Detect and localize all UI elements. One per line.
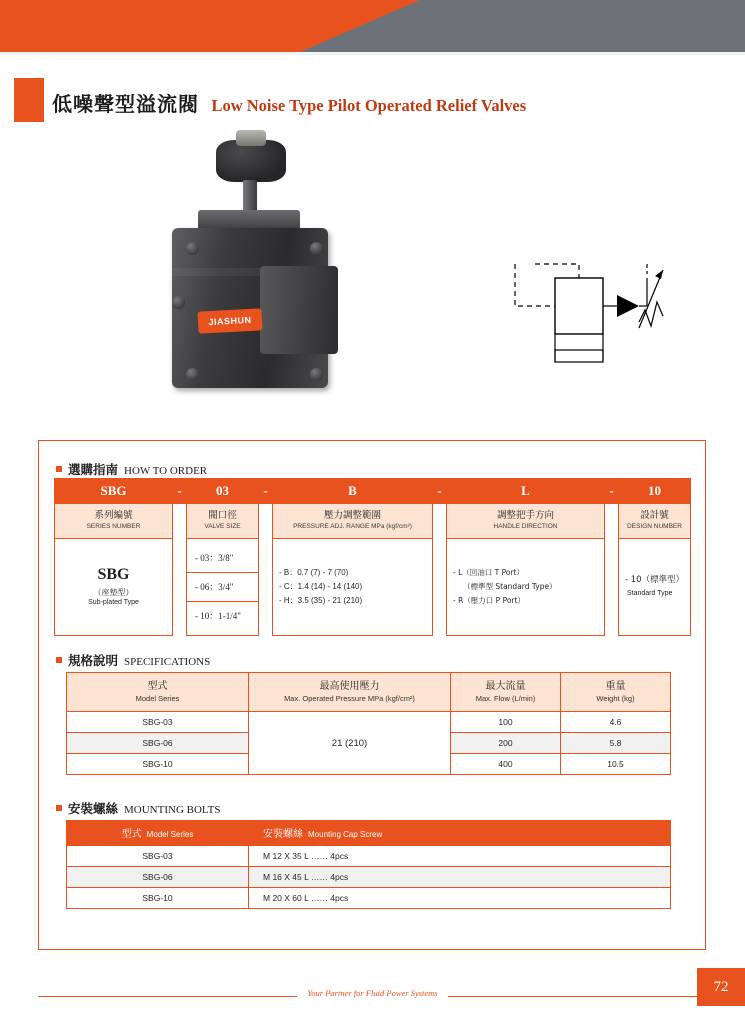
spec-flow: 400 xyxy=(451,754,561,775)
spec-max-pressure: 21 (210) xyxy=(249,712,451,775)
order-header-handle xyxy=(447,504,605,539)
handle-option: - R（壓力口 P Port） xyxy=(453,596,525,605)
order-code-dash: - xyxy=(433,479,447,504)
footer-tagline xyxy=(0,988,745,998)
spec-weight: 4.6 xyxy=(561,712,671,733)
pressure-option: - C：1.4 (14) - 14 (140) xyxy=(279,582,363,591)
order-header-size-en: VALVE SIZE xyxy=(204,523,241,530)
valve-port xyxy=(172,296,185,309)
specifications-heading-en: SPECIFICATIONS xyxy=(124,656,211,668)
spec-header-flow-cn: 最大流量 xyxy=(485,681,526,692)
valve-size-option: - 06：3/4" xyxy=(187,573,258,602)
order-header-row xyxy=(55,504,691,539)
order-header-design-en: DESIGN NUMBER xyxy=(627,523,682,530)
spec-header-model-cn: 型式 xyxy=(147,681,168,692)
handle-option: - L（回油口 T Port） xyxy=(453,568,524,577)
order-series-code: SBG xyxy=(97,566,130,583)
order-header-size xyxy=(187,504,259,539)
order-code-dash: - xyxy=(605,479,619,504)
order-series-en: Sub-plated Type xyxy=(88,599,139,606)
specifications-heading xyxy=(56,651,210,670)
page-title-en: Low Noise Type Pilot Operated Relief Valves xyxy=(211,96,527,115)
bolt-screw: M 20 X 60 L …… 4pcs xyxy=(249,888,671,909)
bullet-icon xyxy=(56,805,62,811)
mounting-bolts-table xyxy=(66,820,671,909)
order-body-row xyxy=(55,539,691,636)
order-code-dash: - xyxy=(173,479,187,504)
mounting-bolts-heading xyxy=(56,799,220,818)
hydraulic-symbol-diagram xyxy=(505,250,670,390)
spec-model: SBG-03 xyxy=(67,712,249,733)
design-number-main: - 10（標準型） xyxy=(625,575,685,585)
spec-header-pressure-en: Max. Operated Pressure MPa (kgf/cm²) xyxy=(284,694,415,703)
spec-header-weight xyxy=(561,673,671,712)
spec-header-weight-cn: 重量 xyxy=(605,681,626,692)
valve-size-option: - 10：1-1/4" xyxy=(195,611,241,621)
bolt-header-model xyxy=(67,821,249,846)
specifications-table xyxy=(66,672,671,775)
order-code-dash: - xyxy=(259,479,273,504)
spec-header-row xyxy=(67,673,671,712)
top-banner xyxy=(0,0,745,58)
spec-header-flow xyxy=(451,673,561,712)
page-title xyxy=(52,88,526,117)
order-header-size-cn: 閥口徑 xyxy=(208,510,237,521)
table-row xyxy=(67,888,671,909)
valve-bolt xyxy=(186,242,199,255)
spec-header-pressure xyxy=(249,673,451,712)
mounting-bolts-heading-en: MOUNTING BOLTS xyxy=(124,804,221,816)
valve-knob-cap xyxy=(236,130,266,146)
specifications-heading-cn: 規格說明 xyxy=(68,653,119,668)
brand-badge: JIASHUN xyxy=(197,308,262,333)
bullet-icon xyxy=(56,657,62,663)
valve-adjustment-knob xyxy=(216,140,286,182)
order-pressure-cell xyxy=(273,539,433,636)
how-to-order-heading xyxy=(56,460,207,479)
bolt-model: SBG-03 xyxy=(67,846,249,867)
order-sizes-cell xyxy=(187,539,259,636)
order-header-handle-cn: 調整把手方向 xyxy=(496,510,554,521)
spec-weight: 5.8 xyxy=(561,733,671,754)
bolt-model: SBG-06 xyxy=(67,867,249,888)
order-series-cell xyxy=(55,539,173,636)
valve-size-option: - 03：3/8" xyxy=(187,544,258,573)
spec-weight: 10.5 xyxy=(561,754,671,775)
bolt-screw: M 12 X 35 L …… 4pcs xyxy=(249,846,671,867)
spec-header-model xyxy=(67,673,249,712)
valve-bolt xyxy=(310,368,323,381)
spec-flow: 200 xyxy=(451,733,561,754)
order-code-row xyxy=(55,479,691,504)
bolt-header-screw xyxy=(249,821,671,846)
order-header-pressure-cn: 壓力調整範圍 xyxy=(323,510,381,521)
order-header-handle-en: HANDLE DIRECTION xyxy=(493,523,558,530)
pressure-option: - H：3.5 (35) - 21 (210) xyxy=(279,596,363,605)
order-header-design xyxy=(619,504,691,539)
order-code-series: SBG xyxy=(55,479,173,504)
table-row xyxy=(67,846,671,867)
order-header-design-cn: 設計號 xyxy=(640,510,669,521)
order-code-pressure: B xyxy=(273,479,433,504)
footer-tagline-text: Your Partner for Fluid Power Systems xyxy=(297,988,447,998)
handle-option-sub: （標準型 Standard Type） xyxy=(463,582,557,591)
bolt-header-screw-cn: 安裝螺絲 xyxy=(263,829,303,840)
bolt-header-screw-en: Mounting Cap Screw xyxy=(308,830,383,839)
spec-header-weight-en: Weight (kg) xyxy=(596,694,635,703)
how-to-order-heading-en: HOW TO ORDER xyxy=(124,465,208,477)
design-number-sub: Standard Type xyxy=(627,590,673,597)
order-header-pressure xyxy=(273,504,433,539)
product-photo xyxy=(150,118,390,408)
order-header-series-cn: 系列編號 xyxy=(94,510,133,521)
table-row xyxy=(67,712,671,733)
bolt-header-row xyxy=(67,821,671,846)
order-code-size: 03 xyxy=(187,479,259,504)
bullet-icon xyxy=(56,466,62,472)
order-header-series xyxy=(55,504,173,539)
how-to-order-heading-cn: 選購指南 xyxy=(68,462,119,477)
spec-model: SBG-10 xyxy=(67,754,249,775)
pressure-option: - B：0.7 (7) - 7 (70) xyxy=(279,568,349,577)
order-header-pressure-en: PRESSURE ADJ. RANGE MPa (kgf/cm²) xyxy=(293,523,412,530)
spec-flow: 100 xyxy=(451,712,561,733)
banner-underline xyxy=(0,52,745,55)
spec-header-model-en: Model Series xyxy=(135,694,180,703)
how-to-order-table xyxy=(54,478,691,636)
order-handle-cell xyxy=(447,539,605,636)
spec-header-pressure-cn: 最高使用壓力 xyxy=(319,681,380,692)
bolt-screw: M 16 X 45 L …… 4pcs xyxy=(249,867,671,888)
bolt-header-model-en: Model Series xyxy=(146,830,194,839)
order-design-cell xyxy=(619,539,691,636)
title-accent-tab xyxy=(14,78,44,122)
page-title-cn: 低噪聲型溢流閥 xyxy=(52,92,199,116)
order-code-handle: L xyxy=(447,479,605,504)
spec-model: SBG-06 xyxy=(67,733,249,754)
table-row xyxy=(67,867,671,888)
bolt-header-model-cn: 型式 xyxy=(121,829,142,840)
valve-side-block xyxy=(260,266,338,354)
order-code-design: 10 xyxy=(619,479,691,504)
valve-bolt xyxy=(310,242,323,255)
order-series-cn: （座墊型） xyxy=(93,588,134,597)
bolt-model: SBG-10 xyxy=(67,888,249,909)
page-number: 72 xyxy=(697,968,745,1006)
spec-header-flow-en: Max. Flow (L/min) xyxy=(475,694,536,703)
order-header-series-en: SERIES NUMBER xyxy=(86,523,141,530)
mounting-bolts-heading-cn: 安裝螺絲 xyxy=(68,801,119,816)
valve-bolt xyxy=(186,368,199,381)
banner-diagonal-divider xyxy=(300,0,420,52)
